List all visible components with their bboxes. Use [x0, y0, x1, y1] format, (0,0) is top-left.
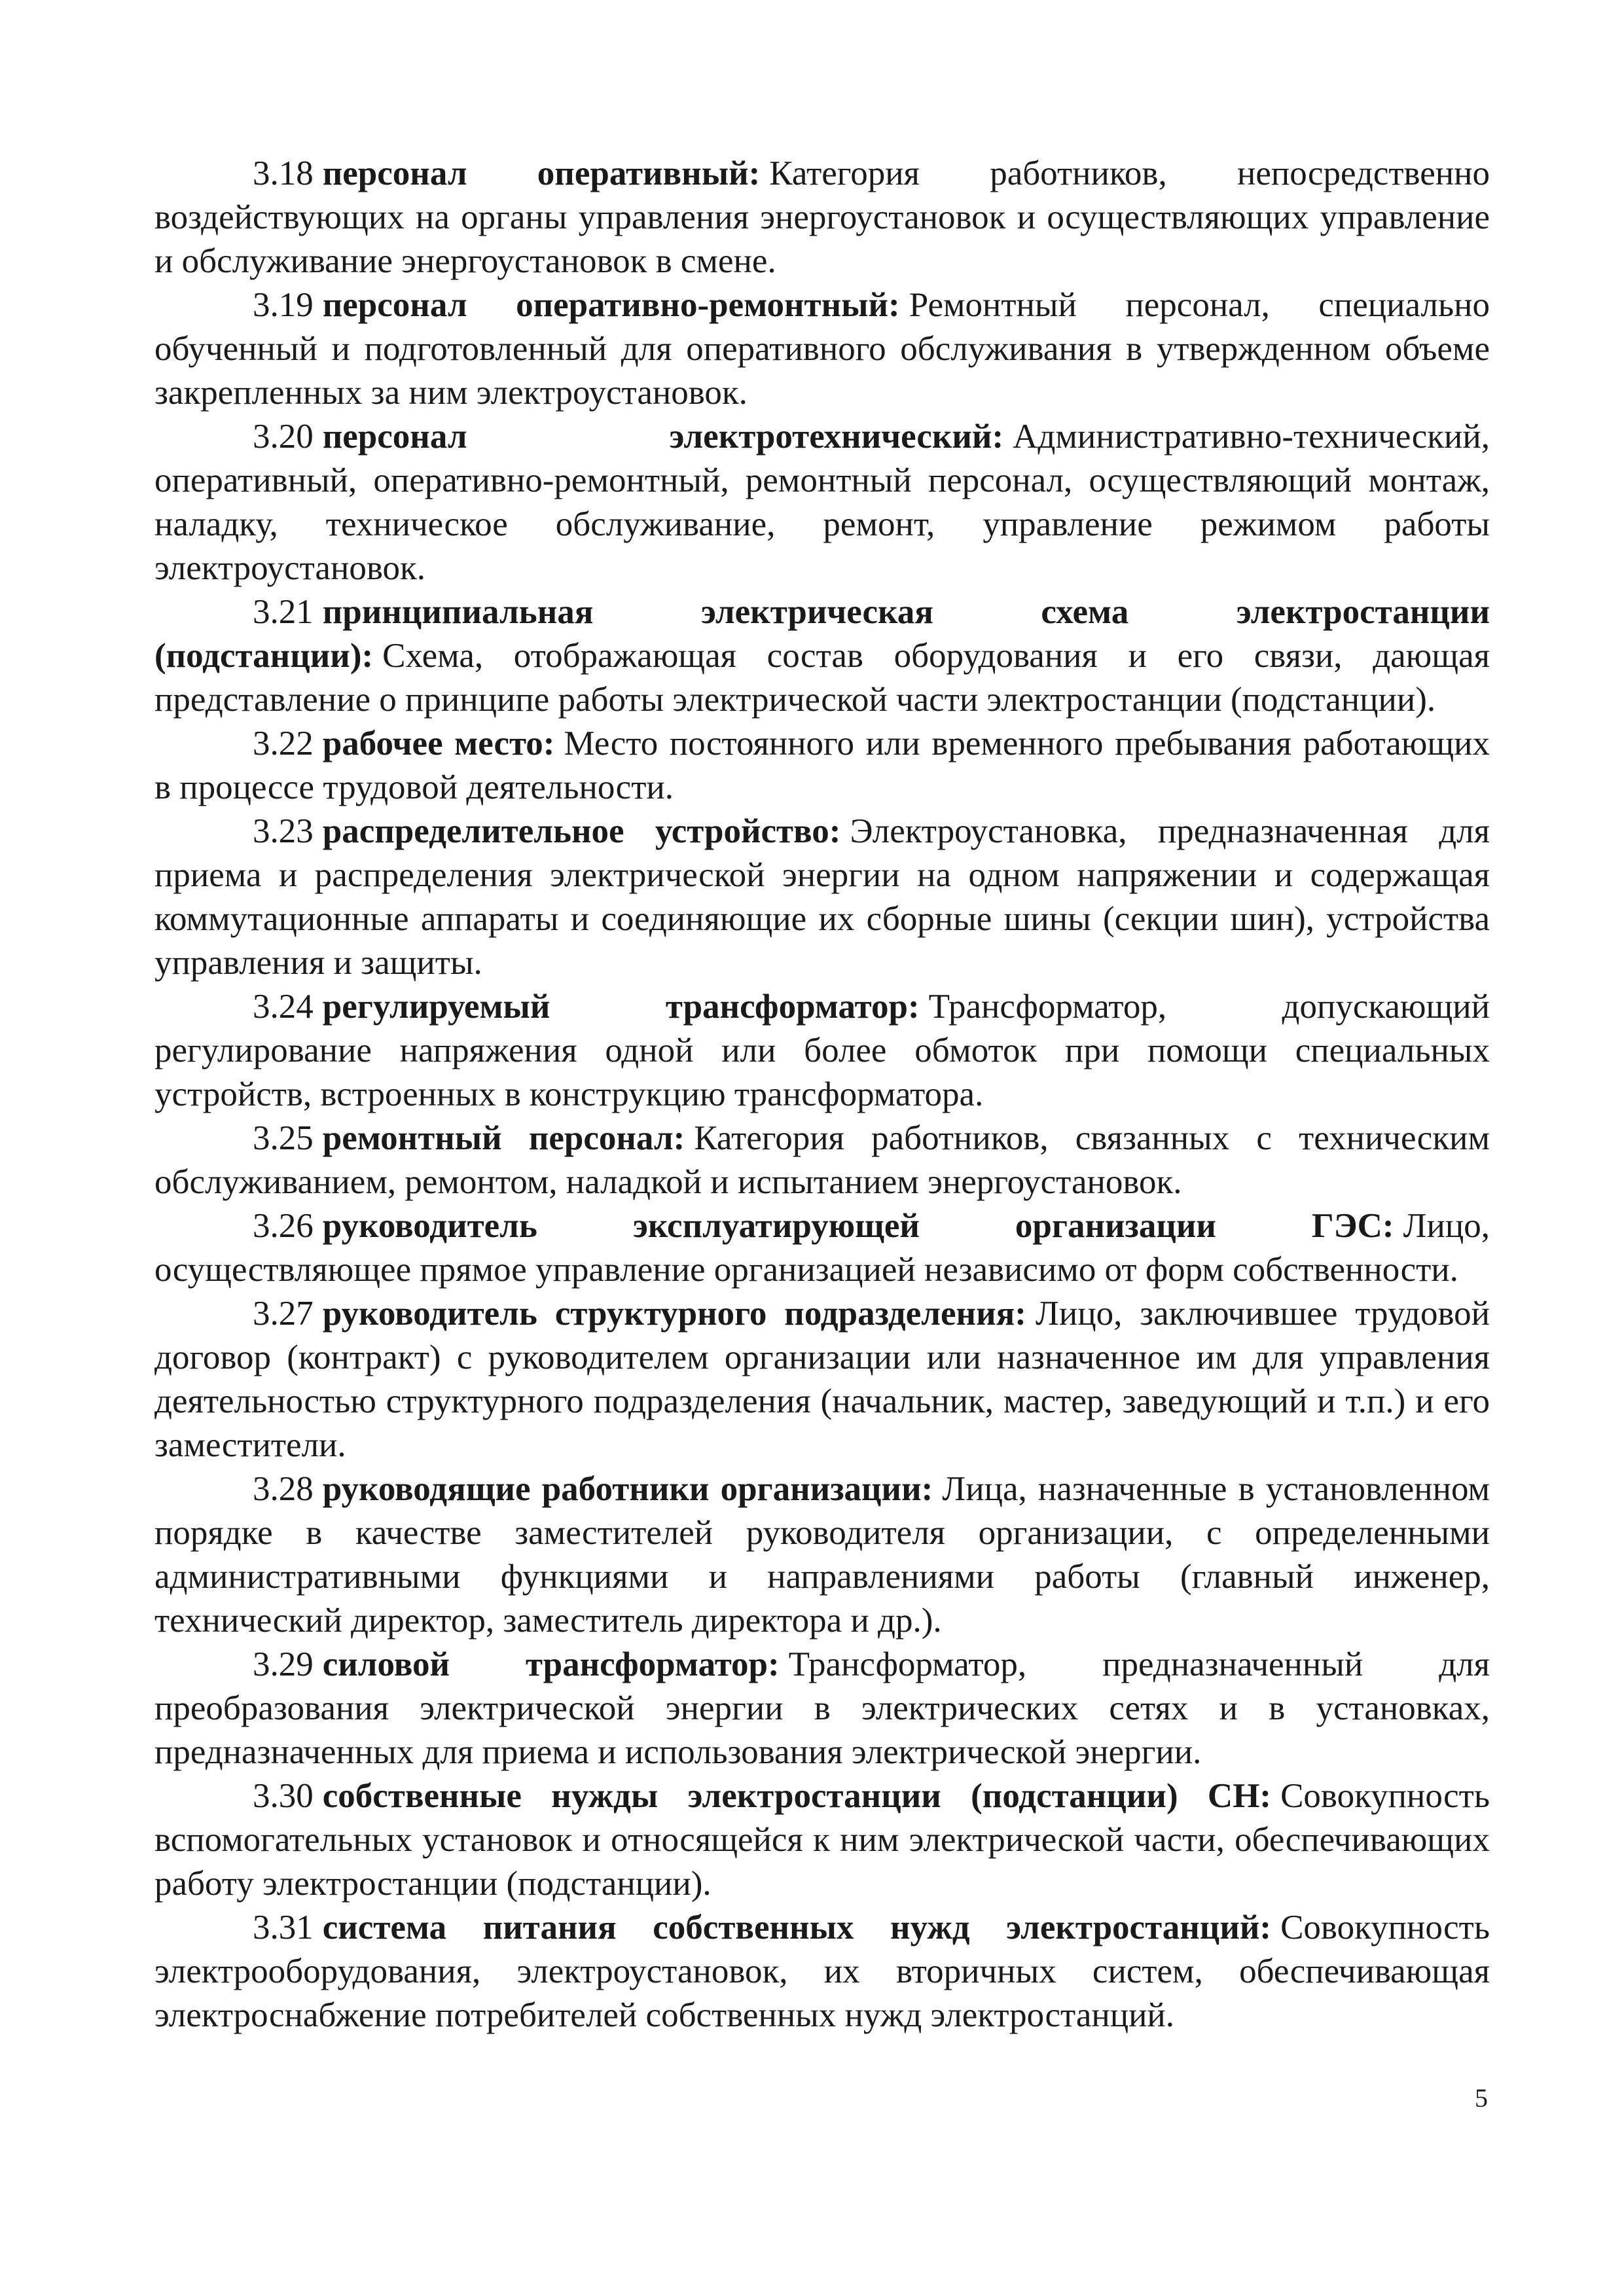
definition-entry-3-27 — [154, 1292, 1490, 1467]
entry-definition: Трансформатор, предназначенный для преобразования электрической энергии в электрических сетях и в установках, предназначенных для приема и использования электрической энергии. — [154, 1645, 1490, 1771]
entry-term: руководитель эксплуатирующей организации ГЭС: — [322, 1207, 1394, 1245]
entry-number: 3.31 — [253, 1909, 314, 1946]
entry-number: 3.24 — [253, 988, 314, 1026]
entry-definition: Схема, отображающая состав оборудования и его связи, дающая представление о принципе работы электрической части электростанции (подстанции). — [154, 637, 1490, 719]
entry-definition: Электроустановка, предназначенная для приема и распределения электрической энергии на одном напряжении и содержащая коммутационные аппараты и соединяющие их сборные шины (секции шин), устройства управления и защиты. — [154, 812, 1490, 982]
entry-number: 3.20 — [253, 418, 314, 456]
entry-definition: Лица, назначенные в установленном порядке в качестве заместителей руководителя организации, с определенными административными функциями и направлениями работы (главный инженер, технический директор, заместитель директора и др.). — [154, 1470, 1490, 1640]
entry-number: 3.23 — [253, 812, 314, 850]
entry-term: собственные нужды электростанции (подстанции) СН: — [322, 1777, 1272, 1815]
entry-definition: Совокупность вспомогательных установок и относящейся к ним электрической части, обеспечивающих работу электростанции (подстанции). — [154, 1777, 1490, 1903]
entry-term: руководящие работники организации: — [322, 1470, 933, 1508]
entry-number: 3.27 — [253, 1295, 314, 1333]
definition-entry-3-28 — [154, 1467, 1490, 1643]
entry-term: силовой трансформатор: — [322, 1645, 780, 1683]
definition-entry-3-20 — [154, 415, 1490, 590]
entry-definition: Ремонтный персонал, специально обученный и подготовленный для оперативного обслуживания в утвержденном объеме закрепленных за ним электроустановок. — [154, 286, 1490, 412]
entry-term: система питания собственных нужд электростанций: — [322, 1909, 1272, 1946]
entry-term: руководитель структурного подразделения: — [322, 1295, 1026, 1333]
definition-entry-3-26 — [154, 1204, 1490, 1292]
entry-term: персонал оперативный: — [322, 154, 761, 192]
definition-entry-3-22 — [154, 722, 1490, 810]
entry-definition: Трансформатор, допускающий регулирование напряжения одной или более обмоток при помощи специальных устройств, встроенных в конструкцию трансформатора. — [154, 988, 1490, 1113]
definition-entry-3-18 — [154, 152, 1490, 283]
entry-term: персонал оперативно-ремонтный: — [322, 286, 900, 324]
entry-number: 3.19 — [253, 286, 314, 324]
definition-entry-3-24 — [154, 985, 1490, 1117]
definition-entry-3-31 — [154, 1906, 1490, 2037]
entry-number: 3.26 — [253, 1207, 314, 1245]
entry-definition: Категория работников, непосредственно воздействующих на органы управления энергоустановок и осуществляющих управление и обслуживание энергоустановок в смене. — [154, 154, 1490, 280]
page-number: 5 — [1475, 2083, 1488, 2113]
entry-number: 3.25 — [253, 1119, 314, 1157]
definition-entry-3-25 — [154, 1117, 1490, 1204]
entry-number: 3.18 — [253, 154, 314, 192]
entry-term: рабочее место: — [322, 725, 555, 762]
entry-definition: Лицо, заключившее трудовой договор (контракт) с руководителем организации или назначенное им для управления деятельностью структурного подразделения (начальник, мастер, заведующий и т.п.) и его заместители. — [154, 1295, 1490, 1464]
entry-definition: Совокупность электрооборудования, электроустановок, их вторичных систем, обеспечивающая электроснабжение потребителей собственных нужд электростанций. — [154, 1909, 1490, 2034]
document-body — [154, 152, 1490, 2037]
definition-entry-3-21 — [154, 590, 1490, 722]
entry-number: 3.21 — [253, 593, 314, 631]
definition-entry-3-19 — [154, 283, 1490, 415]
entry-number: 3.28 — [253, 1470, 314, 1508]
entry-number: 3.22 — [253, 725, 314, 762]
entry-definition: Административно-технический, оперативный, оперативно-ремонтный, ремонтный персонал, осуществляющий монтаж, наладку, техническое обслуживание, ремонт, управление режимом работы электроустановок. — [154, 418, 1490, 587]
entry-number: 3.29 — [253, 1645, 314, 1683]
entry-number: 3.30 — [253, 1777, 314, 1815]
entry-term: распределительное устройство: — [322, 812, 841, 850]
entry-term: принципиальная электрическая схема электростанции (подстанции): — [154, 593, 1490, 675]
entry-definition: Место постоянного или временного пребывания работающих в процессе трудовой деятельности. — [154, 725, 1490, 806]
definition-entry-3-23 — [154, 810, 1490, 985]
entry-term: ремонтный персонал: — [322, 1119, 685, 1157]
entry-term: персонал электротехнический: — [322, 418, 1004, 456]
entry-definition: Категория работников, связанных с техническим обслуживанием, ремонтом, наладкой и испытанием энергоустановок. — [154, 1119, 1490, 1201]
entry-term: регулируемый трансформатор: — [322, 988, 920, 1026]
entry-definition: Лицо, осуществляющее прямое управление организацией независимо от форм собственности. — [154, 1207, 1490, 1289]
definition-entry-3-30 — [154, 1774, 1490, 1906]
definition-entry-3-29 — [154, 1643, 1490, 1774]
